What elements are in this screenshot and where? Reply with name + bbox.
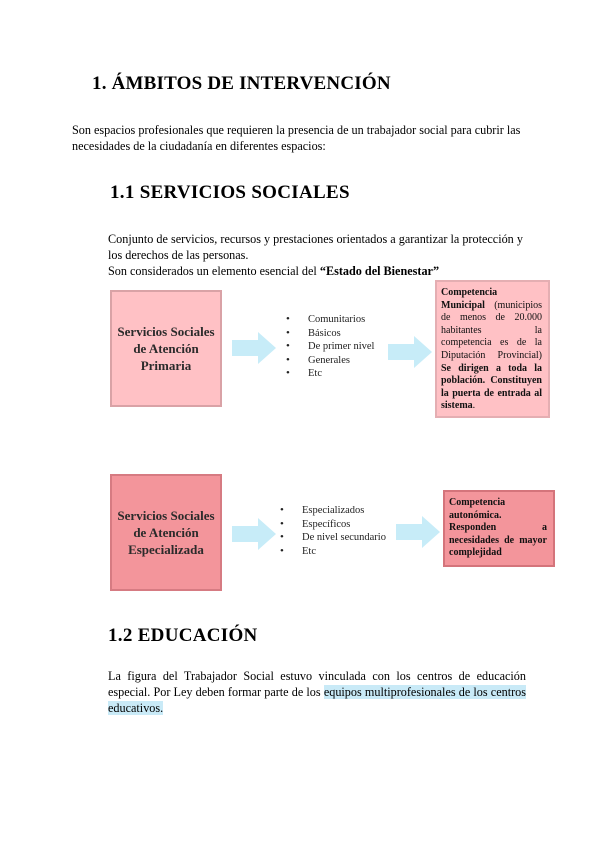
arrow-right-icon (232, 332, 276, 364)
section-heading-servicios: 1.1 SERVICIOS SOCIALES (110, 182, 350, 203)
intro-paragraph: Son espacios profesionales que requieren la presencia de un trabajador social para cubrir las necesidades de la ciudadanía en diferentes espacios: (72, 123, 521, 153)
population-target-text: Se dirigen a toda la población. (441, 362, 542, 387)
entry-door-text: Constituyen la puerta de entrada al sistema (441, 375, 542, 412)
arrow-right-icon (396, 516, 440, 548)
specialized-care-label: Servicios Sociales de Atención Especializada (117, 508, 215, 557)
primary-care-label: Servicios Sociales de Atención Primaria (117, 324, 215, 373)
educacion-paragraph (108, 668, 526, 716)
list-item: • De nivel secundario (280, 531, 386, 545)
estado-bienestar-term: “Estado del Bienestar” (319, 264, 440, 278)
list-item: • Básicos (286, 327, 374, 341)
list-item: • Comunitarios (286, 313, 374, 327)
list-item: • Especializados (280, 504, 386, 518)
page-title: 1. ÁMBITOS DE INTERVENCIÓN (92, 73, 391, 94)
arrow-right-icon (232, 518, 276, 550)
list-item: • Etc (280, 545, 386, 559)
section-heading-educacion: 1.2 EDUCACIÓN (108, 625, 258, 646)
list-item: • Específicos (280, 518, 386, 532)
competence-municipal-label: Competencia Municipal (441, 287, 498, 311)
educacion-highlight: equipos multiprofesionales de los centros educativos. (108, 685, 527, 715)
list-item: • De primer nivel (286, 340, 374, 354)
entry-door-suffix: . (472, 400, 476, 412)
complexity-text: Responden a necesidades de mayor complejidad (449, 522, 547, 559)
arrow-right-icon (388, 336, 432, 368)
primary-competence-note (435, 280, 550, 418)
servicios-definition: Conjunto de servicios, recursos y prestaciones orientados a garantizar la protección y los derechos de las personas. (108, 232, 523, 262)
educacion-text: La figura del Trabajador Social estuvo vinculada con los centros de educación especial. Por Ley deben formar parte de los (108, 669, 526, 699)
specialized-care-box (110, 474, 222, 591)
specialized-care-list (280, 504, 386, 558)
competence-municipal-detail: (municipios de menos de 20.000 habitantes la competencia es de la Diputación Provincial) (441, 299, 542, 361)
primary-care-box (110, 290, 222, 407)
servicios-essential-line (108, 263, 528, 279)
list-item: • Etc (286, 367, 374, 381)
primary-care-list (286, 313, 374, 381)
competence-autonomic-label: Competencia autonómica. (449, 497, 506, 521)
servicios-paragraph (108, 231, 528, 279)
specialized-competence-note (443, 490, 555, 567)
list-item: • Generales (286, 354, 374, 368)
servicios-essential-text: Son considerados un elemento esencial del (108, 264, 320, 278)
